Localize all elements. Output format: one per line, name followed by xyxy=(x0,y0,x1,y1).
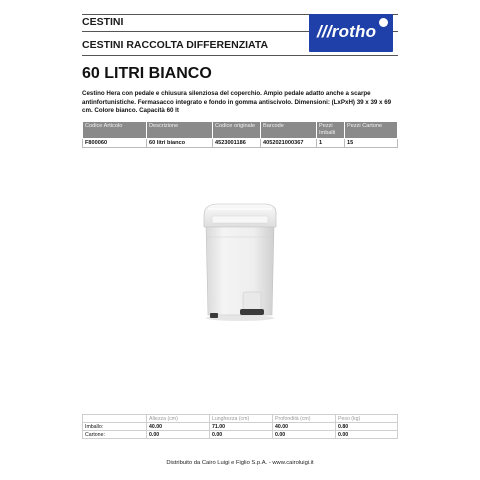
logo-brand-text: rotho xyxy=(331,22,377,41)
col-header: Descrizione xyxy=(147,122,213,139)
article-table xyxy=(82,121,398,148)
article-table-header xyxy=(83,122,398,139)
col-header: Lunghezza (cm) xyxy=(210,415,273,423)
col-header xyxy=(83,415,147,423)
table-cell: 4052021000367 xyxy=(261,139,317,148)
col-header: Barcode xyxy=(261,122,317,139)
table-cell: 71.00 xyxy=(210,423,273,431)
table-cell: 1 xyxy=(317,139,345,148)
col-header: Codice originale xyxy=(213,122,261,139)
col-header: Peso (kg) xyxy=(336,415,398,423)
packaging-table xyxy=(82,414,398,439)
table-row xyxy=(83,423,398,431)
table-cell: F800060 xyxy=(83,139,147,148)
product-description: Cestino Hera con pedale e chiusura silenziosa del coperchio. Ampio pedale adatto anche a scarpe antinfortunistiche. Fermasacco integrato e fondo in gomma antiscivolo. Dimensioni: (LxPxH) 39 x 39 x 69 cm. Colore bianco. Capacità 60 lt xyxy=(82,90,392,115)
table-row xyxy=(83,139,398,148)
product-title: 60 LITRI BIANCO xyxy=(82,65,212,82)
table-cell: 0.80 xyxy=(336,423,398,431)
table-row xyxy=(83,431,398,439)
table-cell: 0.00 xyxy=(210,431,273,439)
col-header: Codice Articolo xyxy=(83,122,147,139)
logo-wordmark xyxy=(317,22,376,42)
table-cell: 0.00 xyxy=(336,431,398,439)
table-cell: 40.00 xyxy=(273,423,336,431)
table-cell: 0.00 xyxy=(273,431,336,439)
col-header: Profondità (cm) xyxy=(273,415,336,423)
table-cell: 0.00 xyxy=(147,431,210,439)
packaging-table-header xyxy=(83,415,398,423)
category-title: CESTINI xyxy=(82,16,124,28)
table-cell: 60 litri bianco xyxy=(147,139,213,148)
footer-distributor: Distribuito da Cairo Luigi e Figlio S.p.A. - www.cairoluigi.it xyxy=(166,460,314,466)
table-cell: 40.00 xyxy=(147,423,210,431)
row-label: Imballo: xyxy=(83,423,147,431)
logo-badge-icon xyxy=(379,18,388,27)
header-rule-3 xyxy=(82,55,398,56)
rotho-logo xyxy=(309,14,393,52)
row-label: Cartone: xyxy=(83,431,147,439)
col-header: Pezzi Cartone xyxy=(345,122,398,139)
table-cell: 4523001186 xyxy=(213,139,261,148)
product-image xyxy=(192,197,288,323)
col-header: Altezza (cm) xyxy=(147,415,210,423)
logo-stripes-icon: /// xyxy=(317,22,332,41)
subcategory-title: CESTINI RACCOLTA DIFFERENZIATA xyxy=(82,39,269,51)
table-cell: 15 xyxy=(345,139,398,148)
col-header: Pezzi Imballi xyxy=(317,122,345,139)
